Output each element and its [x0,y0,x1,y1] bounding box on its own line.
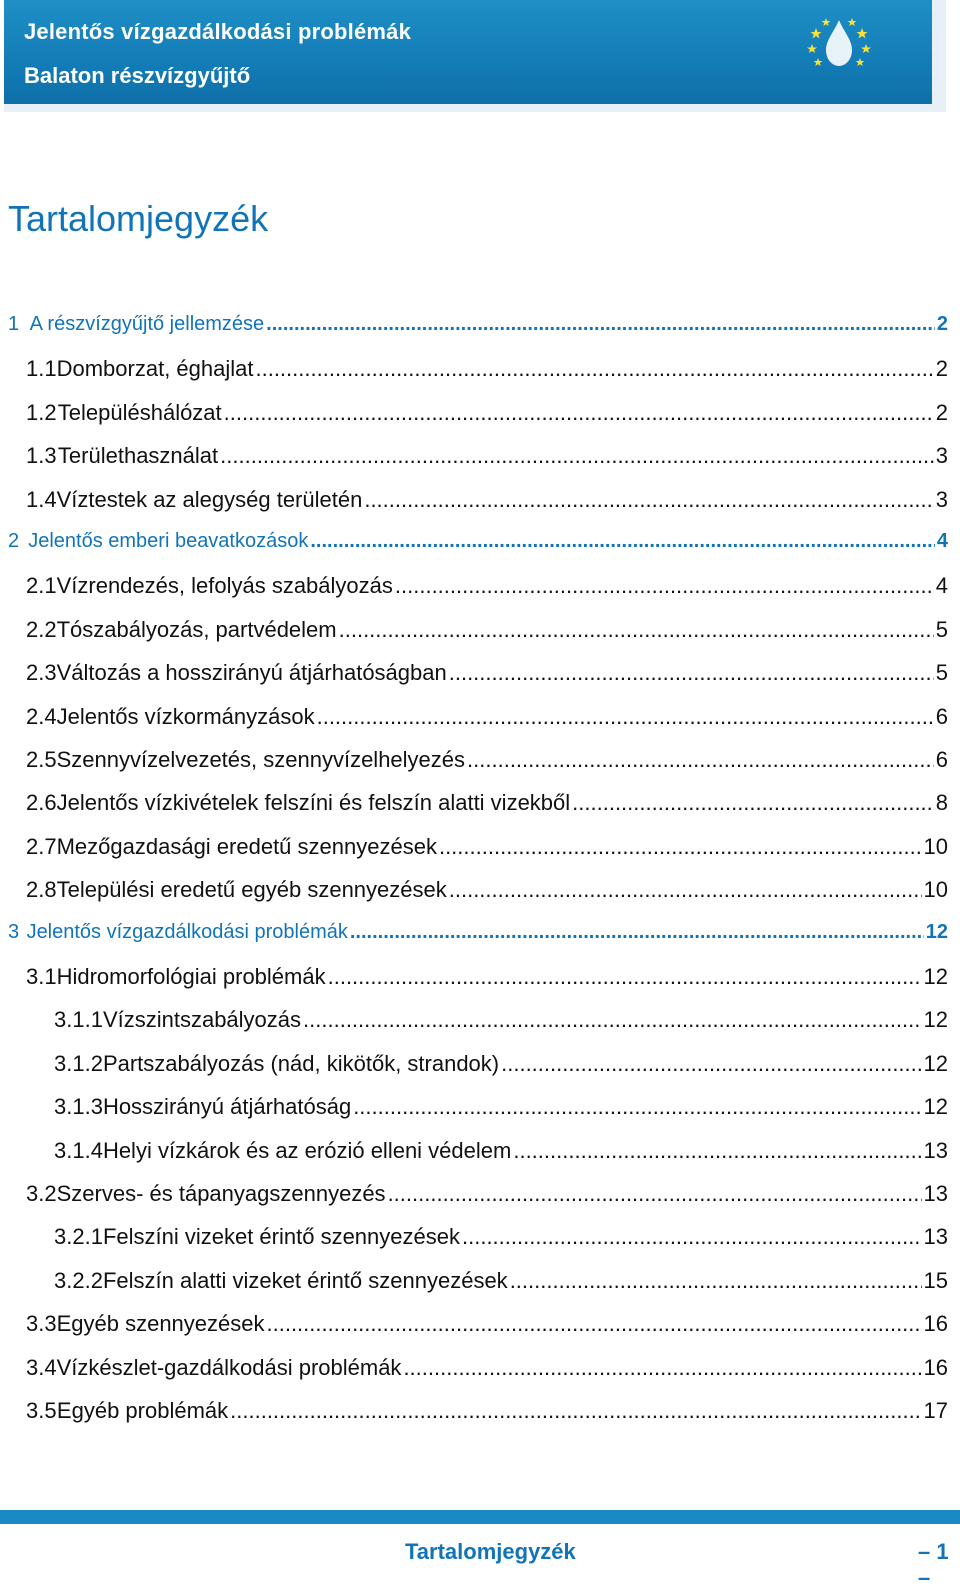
toc-entry-label: Területhasználat [57,443,219,469]
toc-entry-number: 2 [8,530,20,552]
toc-entry[interactable] [8,313,948,343]
toc-entry-number: 1 [8,313,20,335]
toc-entry-leader [303,1007,921,1033]
toc-entry-number: 2.5 [26,747,57,772]
toc-entry-page: 5 [935,660,948,686]
toc-entry-leader [388,1181,922,1207]
toc-entry-page: 4 [935,573,948,599]
toc-entry-page: 12 [923,1007,948,1033]
toc-entry[interactable] [26,487,948,517]
toc-entry-label: Vízszintszabályozás [102,1007,302,1033]
toc-entry-page: 15 [923,1267,948,1293]
toc-entry-label: Települési eredetű egyéb szennyezések [56,877,447,903]
toc-entry-number: 3.1.3 [54,1094,103,1120]
header-title: Jelentős vízgazdálkodási problémák [24,19,412,44]
toc-entry-label: Jelentős vízkivételek felszíni és felszín alatti vizekből [56,790,571,816]
toc-entry-page: 6 [935,703,948,729]
toc-entry-number: 3.1.1 [54,1007,103,1033]
toc-entry-label: Jelentős emberi beavatkozások [28,530,309,552]
toc-entry-leader [462,1224,922,1250]
toc-entry[interactable] [26,660,948,690]
toc-entry-leader [310,530,935,553]
toc-entry-page: 2 [936,313,948,335]
toc-entry-leader [395,573,934,599]
toc-entry-leader [501,1051,921,1077]
toc-entry-number: 3.1.2 [54,1050,103,1076]
toc-entry-page: 6 [935,747,948,772]
toc-entry-number: 3.1 [26,964,57,989]
toc-entry-number: 3.2 [26,1181,57,1206]
toc-entry-page: 10 [923,833,948,859]
toc-entry-page: 13 [923,1224,948,1250]
toc-entry-label: Domborzat, éghajlat [56,356,254,382]
toc-entry-label: Tószabályozás, partvédelem [56,616,337,642]
header-subtitle: Balaton részvízgyűjtő [24,63,251,88]
toc-entry-label: Partszabályozás (nád, kikötők, strandok) [102,1050,500,1076]
toc-entry-leader [339,617,934,643]
toc-entry[interactable] [26,1398,948,1428]
footer-page-number: – 1 – [918,1539,949,1590]
toc-entry-label: Szennyvízelvezetés, szennyvízelhelyezés [56,747,466,772]
toc-entry-leader [350,921,924,944]
toc-entry-number: 3.2.1 [54,1224,103,1250]
toc-entry-number: 2.4 [26,703,57,729]
toc-entry-page: 8 [935,790,948,816]
toc-entry[interactable] [54,1094,948,1124]
toc-entry-number: 1.4 [26,486,57,512]
toc-entry-leader [439,834,922,860]
toc-entry-number: 3.2.2 [54,1267,103,1293]
water-drop-stars-logo-icon [804,14,874,74]
toc-entry-label: Jelentős vízkormányzások [56,703,315,729]
toc-entry-label: Víztestek az alegység területén [56,486,363,512]
header-banner [4,0,946,112]
toc-entry-label: Településhálózat [57,399,222,425]
toc-title: Tartalomjegyzék [8,198,269,239]
toc-entry[interactable] [54,1224,948,1254]
toc-entry-page: 16 [923,1311,948,1337]
toc-entry[interactable] [8,530,948,560]
footer-rule [0,1510,960,1524]
toc-entry-number: 2.8 [26,877,57,903]
toc-entry[interactable] [26,356,948,386]
toc-entry-leader [572,790,934,816]
toc-entry-leader [353,1094,921,1120]
toc-entry-label: Hidromorfológiai problémák [56,964,326,989]
toc-entry[interactable] [26,443,948,473]
toc-entry[interactable] [26,617,948,647]
toc-entry-number: 2.3 [26,660,57,686]
toc-entry-page: 13 [923,1181,948,1206]
toc-entry-page: 10 [923,877,948,903]
toc-entry-label: Helyi vízkárok és az erózió elleni védelem [102,1137,512,1163]
toc-entry[interactable] [26,747,948,777]
footer-title: Tartalomjegyzék [405,1539,576,1564]
toc-entry-page: 2 [935,399,948,425]
toc-entry-number: 1.2 [26,399,57,425]
toc-entry-number: 3 [8,920,20,943]
toc-entry-leader [266,313,935,336]
toc-entry-number: 3.4 [26,1354,57,1380]
toc-entry-leader [449,660,934,686]
toc-entry-label: Mezőgazdasági eredetű szennyezések [56,833,437,859]
toc-entry-page: 13 [923,1137,948,1163]
toc-entry-label: Egyéb problémák [56,1398,229,1423]
toc-entry-page: 17 [923,1398,948,1423]
toc-entry[interactable] [26,1311,948,1341]
toc-entry-page: 12 [923,1050,948,1076]
toc-entry-number: 2.2 [26,616,57,642]
toc-entry[interactable] [26,1181,948,1211]
toc-entry-leader [467,747,934,773]
toc-entry-page: 12 [923,1094,948,1120]
toc-entry-number: 3.5 [26,1398,57,1423]
toc-entry-page: 16 [923,1354,948,1380]
toc-entry[interactable] [26,704,948,734]
toc-entry-page: 5 [935,616,948,642]
toc-entry[interactable] [54,1007,948,1037]
toc-entry-page: 12 [925,920,948,943]
toc-entry-page: 4 [936,530,948,552]
toc-entry-leader [317,704,934,730]
toc-entry-label: Hosszirányú átjárhatóság [102,1094,352,1120]
toc-entry-leader [328,964,922,990]
toc-entry-leader [449,877,922,903]
toc-entry[interactable] [26,964,948,994]
toc-entry-page: 3 [935,443,948,469]
toc-entry-label: Jelentős vízgazdálkodási problémák [26,920,348,943]
toc-entry-leader [220,443,934,469]
toc-entry-page: 3 [935,486,948,512]
toc-entry-number: 1.3 [26,443,57,469]
toc-entry-leader [255,356,933,382]
toc-entry-leader [364,487,933,513]
toc-entry-leader [267,1311,922,1337]
toc-entry-label: Vízkészlet-gazdálkodási problémák [56,1354,402,1380]
toc-entry-label: Egyéb szennyezések [56,1311,265,1337]
toc-entry-leader [403,1355,921,1381]
toc-entry-number: 3.1.4 [54,1137,103,1163]
toc-entry-label: A részvízgyűjtő jellemzése [29,313,265,335]
toc-entry-leader [224,400,934,426]
toc-entry[interactable] [26,400,948,430]
toc-entry-leader [510,1268,922,1294]
toc-entry-number: 2.6 [26,790,57,816]
toc-entry-number: 3.3 [26,1311,57,1337]
toc-entry-label: Felszín alatti vizeket érintő szennyezések [102,1267,508,1293]
toc-entry-leader [513,1138,921,1164]
toc-entry[interactable] [54,1138,948,1168]
toc-entry-number: 2.7 [26,833,57,859]
toc-entry-page: 12 [923,964,948,989]
toc-entry-label: Felszíni vizeket érintő szennyezések [102,1224,460,1250]
toc-entry-label: Változás a hosszirányú átjárhatóságban [56,660,447,686]
toc-entry-leader [230,1398,921,1424]
toc-entry[interactable] [26,834,948,864]
toc-entry[interactable] [26,573,948,603]
toc-entry[interactable] [26,1355,948,1385]
toc-entry-label: Szerves- és tápanyagszennyezés [56,1181,386,1206]
toc-entry-label: Vízrendezés, lefolyás szabályozás [56,573,393,599]
toc-entry[interactable] [54,1051,948,1081]
toc-entry-number: 2.1 [26,573,57,599]
toc-entry-page: 2 [935,356,948,382]
toc-entry[interactable] [8,921,948,951]
toc-entry[interactable] [26,877,948,907]
toc-entry[interactable] [26,790,948,820]
toc-entry-number: 1.1 [26,356,57,382]
toc-entry[interactable] [54,1268,948,1298]
